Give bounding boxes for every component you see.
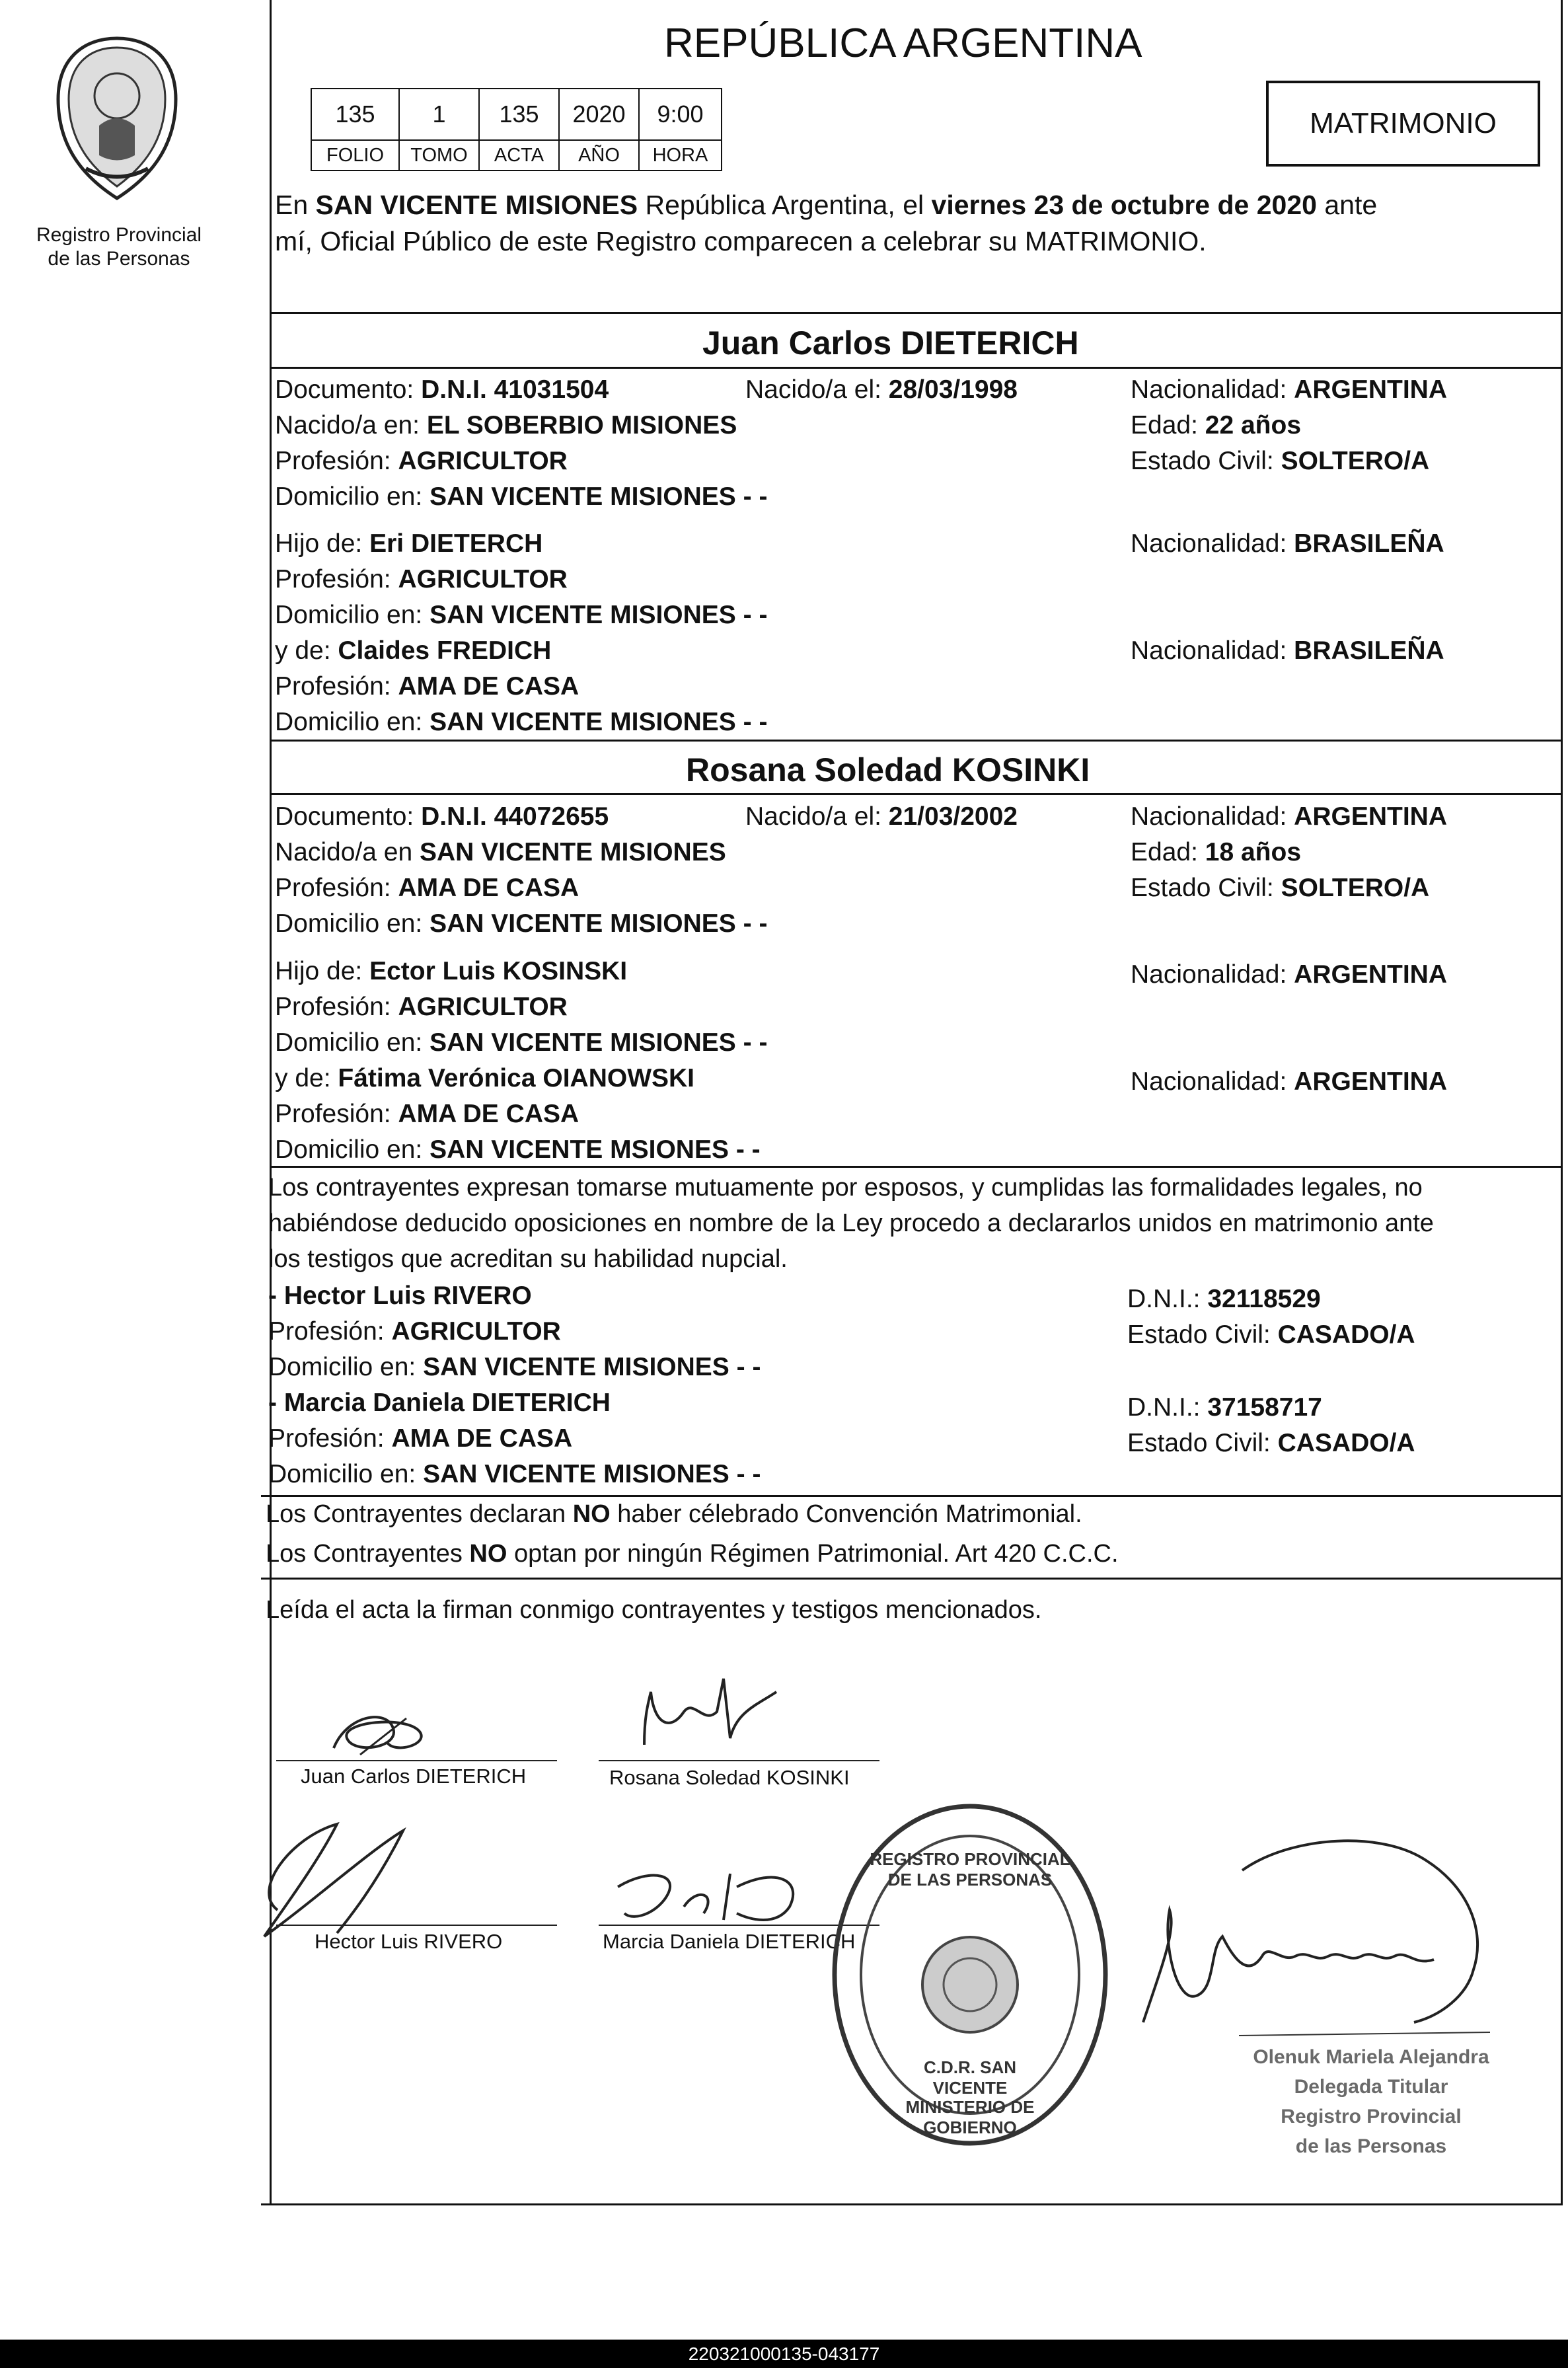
divider-spouse2-top	[270, 740, 1563, 742]
witness2-name: - Marcia Daniela DIETERICH	[268, 1389, 611, 1417]
spouse2-mother-profesion: Profesión: AMA DE CASA	[275, 1100, 579, 1128]
divider-spouse1	[270, 367, 1563, 369]
registry-caption-line1: Registro Provincial	[36, 224, 202, 246]
registry-caption-line2: de las Personas	[48, 248, 190, 270]
frame-right	[1561, 0, 1563, 2205]
signature-line-hector	[276, 1925, 557, 1926]
spouse1-mother-nacionalidad: Nacionalidad: BRASILEÑA	[1131, 636, 1444, 665]
registry-caption	[20, 223, 218, 271]
spouse2-edad: Edad: 18 años	[1131, 838, 1302, 866]
divider-spouse2	[270, 793, 1563, 795]
divider-declaration	[270, 1166, 1563, 1168]
spouse1-domicilio: Domicilio en: SAN VICENTE MISIONES - -	[275, 482, 768, 511]
witness1-profesion: Profesión: AGRICULTOR	[268, 1317, 561, 1346]
spouse1-father-nacionalidad: Nacionalidad: BRASILEÑA	[1131, 529, 1444, 558]
signature-scribble-marcia	[605, 1860, 823, 1933]
signature-scribble-hector	[238, 1811, 449, 1943]
acta-label: ACTA	[478, 139, 560, 171]
spouse2-profesion: Profesión: AMA DE CASA	[275, 874, 579, 902]
spouse2-nacionalidad: Nacionalidad: ARGENTINA	[1131, 802, 1448, 831]
folio-value: 135	[311, 88, 400, 141]
intro-place: SAN VICENTE MISIONES	[315, 190, 638, 220]
spouse2-father-profesion: Profesión: AGRICULTOR	[275, 993, 568, 1021]
signature-name-rosana: Rosana Soledad KOSINKI	[609, 1766, 850, 1789]
hora-label: HORA	[638, 139, 722, 171]
spouse2-domicilio: Domicilio en: SAN VICENTE MISIONES - -	[275, 909, 768, 938]
anio-value: 2020	[558, 88, 640, 141]
spouse1-father: Hijo de: Eri DIETERCH	[275, 529, 543, 558]
spouse2-father-domicilio: Domicilio en: SAN VICENTE MISIONES - -	[275, 1028, 768, 1057]
official-registry-2: de las Personas	[1295, 2135, 1447, 2157]
tomo-label: TOMO	[398, 139, 480, 171]
anio-label: AÑO	[558, 139, 640, 171]
official-name: Olenuk Mariela Alejandra	[1253, 2046, 1489, 2068]
stamp-ring-bottom: MINISTERIO DE GOBIERNO	[905, 2097, 1035, 2137]
spouse1-mother-profesion: Profesión: AMA DE CASA	[275, 672, 579, 701]
act-type-box: MATRIMONIO	[1266, 81, 1540, 167]
witness1-dni: D.N.I.: 32118529	[1127, 1285, 1321, 1313]
spouse1-mother-domicilio: Domicilio en: SAN VICENTE MISIONES - -	[275, 708, 768, 736]
convention-line1: Los Contrayentes declaran NO haber célebrado Convención Matrimonial.	[266, 1500, 1082, 1528]
intro-line2: mí, Oficial Público de este Registro comparecen a celebrar su MATRIMONIO.	[275, 226, 1207, 256]
stamp-inner-text: C.D.R. SAN VICENTE	[923, 2057, 1017, 2098]
hora-value: 9:00	[638, 88, 722, 141]
spouse1-documento: Documento: D.N.I. 41031504	[275, 375, 609, 404]
spouse2-father: Hijo de: Ector Luis KOSINSKI	[275, 957, 628, 985]
spouse1-estado-civil: Estado Civil: SOLTERO/A	[1131, 447, 1430, 475]
witness2-estado-civil: Estado Civil: CASADO/A	[1127, 1429, 1415, 1457]
stamp-ring-top: REGISTRO PROVINCIAL DE LAS PERSONAS	[870, 1849, 1070, 1890]
spouse2-nacido-en: Nacido/a en SAN VICENTE MISIONES	[275, 838, 726, 866]
official-block	[1216, 2042, 1526, 2161]
declaration-line2: habiéndose deducido oposiciones en nombre de la Ley procedo a declararlos unidos en matrimonio ante	[268, 1209, 1434, 1237]
spouse2-mother: y de: Fátima Verónica OIANOWSKI	[275, 1064, 695, 1092]
witness1-estado-civil: Estado Civil: CASADO/A	[1127, 1320, 1415, 1349]
signature-scribble-rosana	[631, 1665, 790, 1765]
intro-date: viernes 23 de octubre de 2020	[931, 190, 1317, 220]
spouse2-mother-nacionalidad: Nacionalidad: ARGENTINA	[1131, 1067, 1448, 1096]
divider-intro	[270, 312, 1563, 314]
spouse1-father-domicilio: Domicilio en: SAN VICENTE MISIONES - -	[275, 601, 768, 629]
folio-label: FOLIO	[311, 139, 400, 171]
acta-value: 135	[478, 88, 560, 141]
official-signature-scribble	[1137, 1831, 1520, 2049]
spouse2-father-nacionalidad: Nacionalidad: ARGENTINA	[1131, 960, 1448, 989]
spouse2-nacido-el: Nacido/a el: 21/03/2002	[745, 802, 1018, 831]
registry-stamp	[825, 1796, 1115, 2153]
witness1-domicilio: Domicilio en: SAN VICENTE MISIONES - -	[268, 1353, 761, 1381]
spouse2-mother-domicilio: Domicilio en: SAN VICENTE MSIONES - -	[275, 1135, 761, 1164]
frame-bottom	[261, 2203, 1563, 2205]
witness2-profesion: Profesión: AMA DE CASA	[268, 1424, 573, 1453]
spouse2-estado-civil: Estado Civil: SOLTERO/A	[1131, 874, 1430, 902]
signature-name-hector: Hector Luis RIVERO	[315, 1930, 503, 1953]
footer-code: 220321000135-043177	[0, 2340, 1568, 2368]
convention-line2: Los Contrayentes NO optan por ningún Régimen Patrimonial. Art 420 C.C.C.	[266, 1540, 1119, 1568]
divider-closing	[261, 1578, 1563, 1580]
witness1-name: - Hector Luis RIVERO	[268, 1281, 532, 1310]
official-registry: Registro Provincial	[1281, 2106, 1462, 2127]
signature-scribble-juan	[314, 1702, 439, 1775]
signature-name-marcia: Marcia Daniela DIETERICH	[603, 1930, 856, 1953]
declaration-line3: los testigos que acreditan su habilidad nupcial.	[268, 1245, 788, 1273]
declaration-line1: Los contrayentes expresan tomarse mutuamente por esposos, y cumplidas las formalidades legales, no	[268, 1174, 1423, 1202]
spouse1-nacido-el: Nacido/a el: 28/03/1998	[745, 375, 1018, 404]
closing-text: Leída el acta la firman conmigo contrayentes y testigos mencionados.	[266, 1596, 1042, 1624]
spouse2-documento: Documento: D.N.I. 44072655	[275, 802, 609, 831]
witness2-domicilio: Domicilio en: SAN VICENTE MISIONES - -	[268, 1460, 761, 1488]
spouse1-nacionalidad: Nacionalidad: ARGENTINA	[1131, 375, 1448, 404]
spouse2-name: Rosana Soledad KOSINKI	[686, 751, 1090, 788]
signature-line-rosana	[599, 1760, 879, 1761]
witness2-dni: D.N.I.: 37158717	[1127, 1393, 1322, 1422]
spouse1-nacido-en: Nacido/a en: EL SOBERBIO MISIONES	[275, 411, 737, 439]
country-title: REPÚBLICA ARGENTINA	[664, 20, 1142, 66]
signature-line-juan	[276, 1760, 557, 1761]
spouse1-name: Juan Carlos DIETERICH	[702, 325, 1079, 362]
spouse1-profesion: Profesión: AGRICULTOR	[275, 447, 568, 475]
spouse1-mother: y de: Claides FREDICH	[275, 636, 552, 665]
signature-name-juan: Juan Carlos DIETERICH	[301, 1765, 527, 1788]
divider-convention	[261, 1495, 1563, 1497]
spouse1-edad: Edad: 22 años	[1131, 411, 1302, 439]
intro-line1: En SAN VICENTE MISIONES República Argentina, el viernes 23 de octubre de 2020 ante	[275, 190, 1378, 220]
official-title: Delegada Titular	[1294, 2076, 1448, 2098]
spouse1-father-profesion: Profesión: AGRICULTOR	[275, 565, 568, 593]
tomo-value: 1	[398, 88, 480, 141]
province-seal-logo	[46, 33, 188, 205]
